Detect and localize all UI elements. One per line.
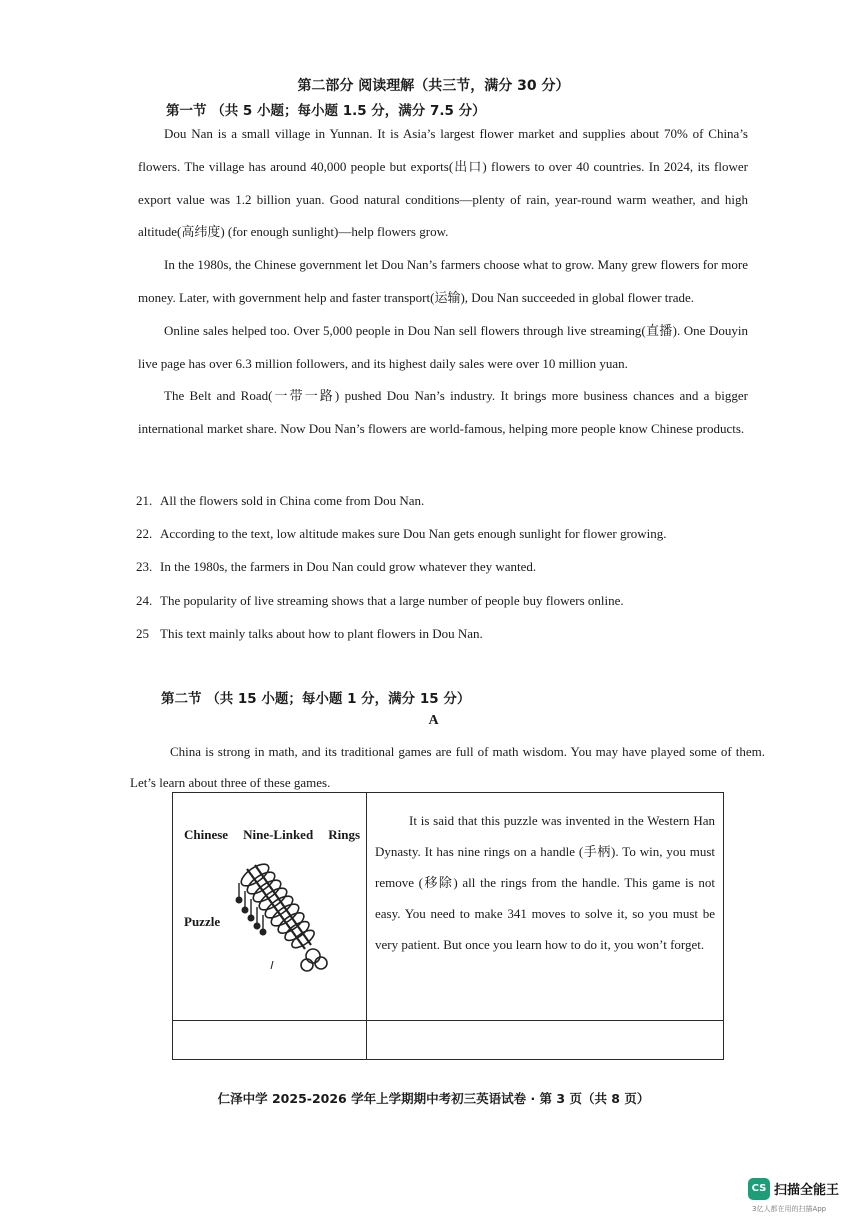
page-footer: 仁泽中学 2025-2026 学年上学期期中考初三英语试卷 · 第 3 页（共 8 页） [217, 1091, 650, 1106]
passage-paragraph: The Belt and Road(一带一路) pushed Dou Nan’s industry. It brings more business chances and a bigger international market share. Now Dou Nan’s flowers are world-famous, helping more people know Chinese products. [138, 388, 748, 437]
section1-passage [138, 118, 748, 446]
question-number: 22. [136, 526, 153, 542]
scanner-app-name: 扫描全能王 [774, 1183, 840, 1198]
question-number: 23. [136, 559, 153, 575]
question-number: 24. [136, 592, 153, 608]
game-name-line2: Puzzle [184, 914, 221, 929]
passage-paragraph: Online sales helped too. Over 5,000 people in Dou Nan sell flowers through live streaming(直播). One Douyin live page has over 6.3 million followers, and its highest daily sales were over 10 million yuan. [138, 322, 748, 371]
question-text: The popularity of live streaming shows that a large number of people buy flowers online. [160, 592, 624, 608]
question-text: This text mainly talks about how to plant flowers in Dou Nan. [160, 625, 483, 641]
game-description-cell [367, 793, 724, 1021]
section2-intro [130, 736, 765, 798]
question-text: All the flowers sold in China come from Dou Nan. [160, 493, 425, 508]
question-text: In the 1980s, the farmers in Dou Nan could grow whatever they wanted. [160, 559, 537, 575]
question-item [136, 550, 756, 583]
passage-letter: A [428, 713, 439, 728]
empty-cell [173, 1020, 367, 1059]
empty-cell [367, 1020, 724, 1059]
passage-paragraph: Dou Nan is a small village in Yunnan. It is Asia’s largest flower market and supplies about 70% of China’s flowers. The village has around 40,000 people but exports(出口) flowers to over 40 countries. In 2024, its flower export value was 1.2 billion yuan. Good natural conditions—plenty of rain, year-round warm weather, and high altitude(高纬度) (for enough sunlight)—help flowers grow. [138, 126, 748, 240]
part-title: 第二部分 阅读理解（共三节，满分 30 分） [297, 78, 570, 94]
section1-title: 第一节 （共 5 小题；每小题 1.5 分，满分 7.5 分） [166, 103, 486, 119]
nine-linked-rings-icon [225, 861, 335, 976]
question-item [136, 484, 756, 517]
question-number: 21. [136, 493, 153, 508]
games-table [172, 792, 724, 1060]
section1-questions [136, 484, 756, 650]
table-row [173, 793, 724, 1021]
game-name: Chinese Nine-Linked Rings [184, 827, 360, 842]
description-text: It is said that this puzzle was invented in the Western Han Dynasty. It has nine rings on a handle (手柄). To win, you must remove (移除) all the rings from the handle. This game is not easy. You need to make 341 moves to solve it, so you must be very patient. But once you learn how to do it, you won’t forget. [375, 813, 715, 952]
question-number: 25 [136, 625, 149, 641]
question-item [136, 517, 756, 550]
camscanner-logo-icon: CS [748, 1178, 770, 1200]
game-description [375, 805, 715, 960]
scanner-tagline: 3亿人都在用的扫描App [752, 1205, 827, 1213]
game-name-cell [173, 793, 367, 1021]
question-item [136, 617, 756, 650]
question-item [136, 584, 756, 617]
passage-paragraph: In the 1980s, the Chinese government let Dou Nan’s farmers choose what to grow. Many grew flowers for more money. Later, with government help and faster transport(运输), Dou Nan succeeded in global flower trade. [138, 257, 748, 305]
question-text: According to the text, low altitude makes sure Dou Nan gets enough sunlight for flower growing. [160, 526, 667, 542]
intro-paragraph: China is strong in math, and its traditional games are full of math wisdom. You may have played some of them. Let’s learn about three of these games. [130, 744, 765, 790]
section2-title: 第二节 （共 15 小题；每小题 1 分，满分 15 分） [161, 691, 471, 707]
scanner-watermark [748, 1178, 853, 1218]
table-row [173, 1020, 724, 1059]
